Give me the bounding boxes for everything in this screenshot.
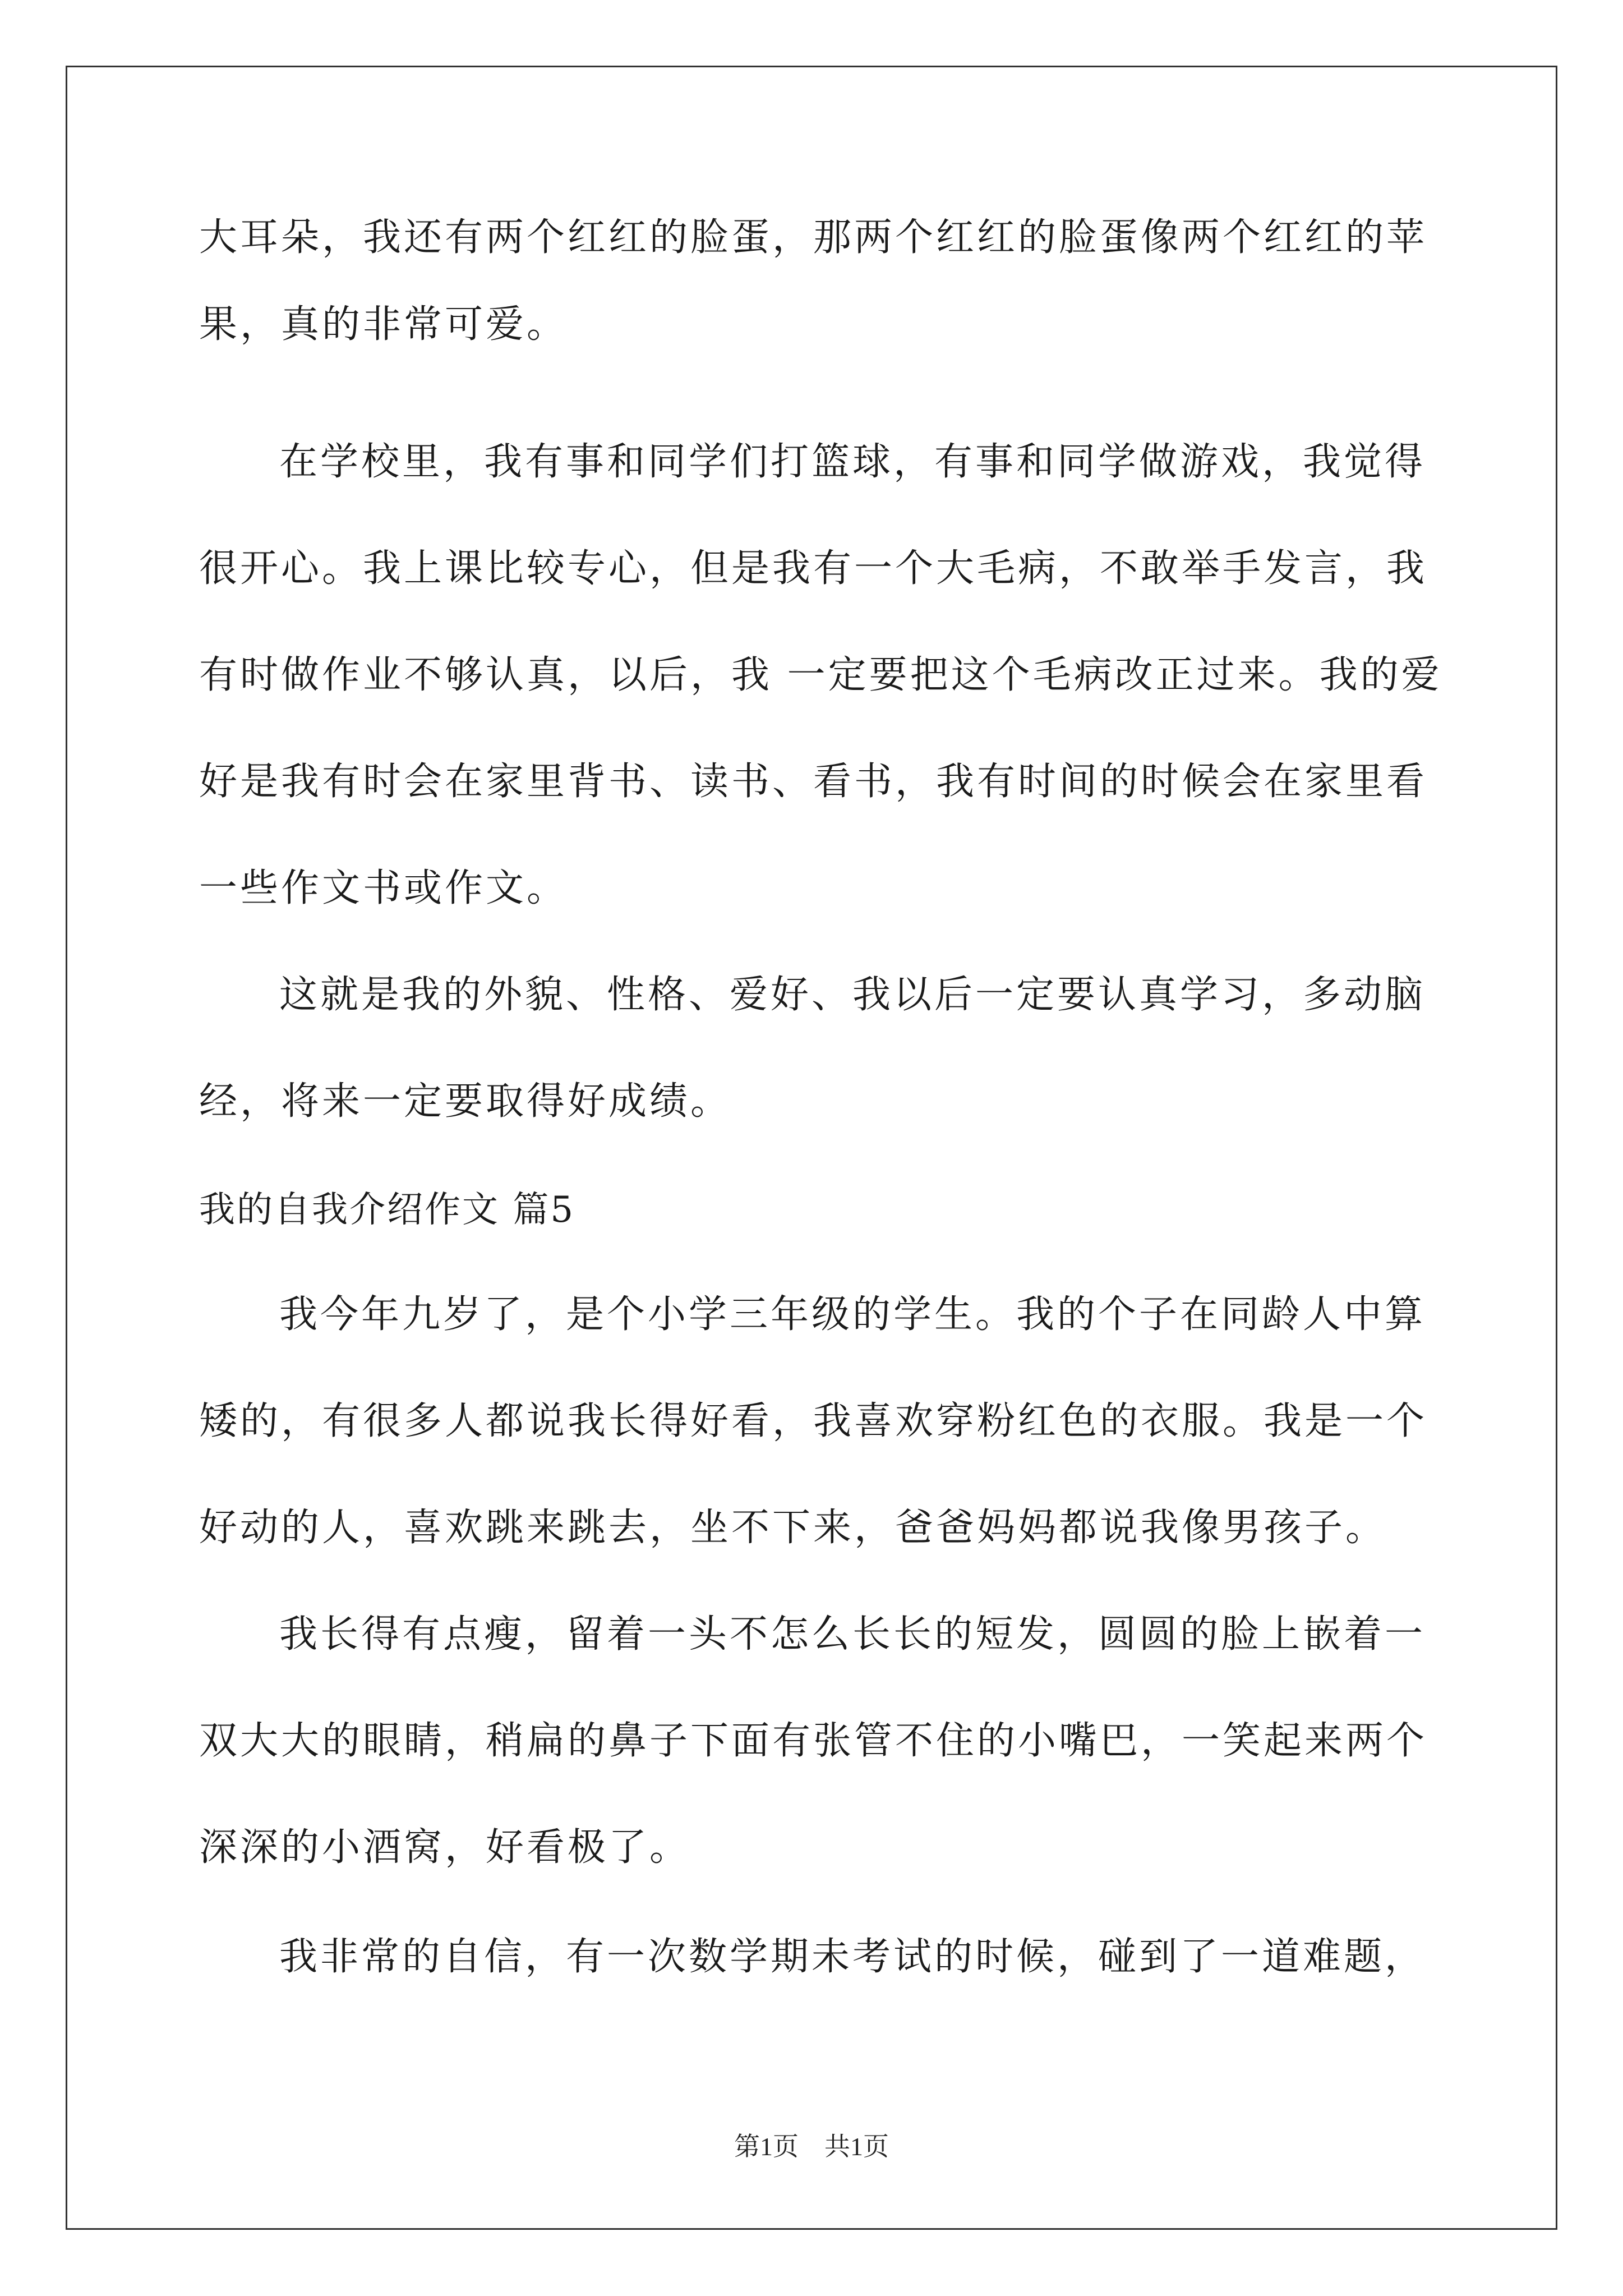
text-line: 矮的，有很多人都说我长得好看，我喜欢穿粉红色的衣服。我是一个 <box>199 1399 1428 1443</box>
text-line: 经，将来一定要取得好成绩。 <box>199 1079 732 1124</box>
text-line: 好动的人，喜欢跳来跳去，坐不下来，爸爸妈妈都说我像男孩子。 <box>199 1506 1387 1550</box>
text-line: 双大大的眼睛，稍扁的鼻子下面有张管不住的小嘴巴，一笑起来两个 <box>199 1719 1428 1763</box>
page-number-footer: 第1页 共1页 <box>734 2132 889 2161</box>
section-heading: 我的自我介绍作文 篇5 <box>199 1189 575 1231</box>
text-line: 大耳朵，我还有两个红红的脸蛋，那两个红红的脸蛋像两个红红的苹 <box>199 215 1428 260</box>
text-line: 果，真的非常可爱。 <box>199 302 568 347</box>
page-border <box>66 66 1557 2230</box>
text-line: 一些作文书或作文。 <box>199 866 568 910</box>
paragraph-start-line: 我今年九岁了，是个小学三年级的学生。我的个子在同龄人中算 <box>279 1292 1426 1337</box>
text-line: 深深的小酒窝，好看极了。 <box>199 1825 691 1870</box>
text-line: 好是我有时会在家里背书、读书、看书，我有时间的时候会在家里看 <box>199 760 1428 804</box>
paragraph-start-line: 我长得有点瘦，留着一头不怎么长长的短发，圆圆的脸上嵌着一 <box>279 1612 1426 1657</box>
text-line: 很开心。我上课比较专心，但是我有一个大毛病，不敢举手发言，我 <box>199 546 1428 591</box>
paragraph-start-line: 在学校里，我有事和同学们打篮球，有事和同学做游戏，我觉得 <box>279 440 1426 484</box>
paragraph-start-line: 这就是我的外貌、性格、爱好、我以后一定要认真学习，多动脑 <box>279 973 1426 1017</box>
paragraph-start-line: 我非常的自信，有一次数学期未考试的时候，碰到了一道难题， <box>279 1935 1426 1979</box>
text-line: 有时做作业不够认真，以后，我 一定要把这个毛病改正过来。我的爱 <box>199 653 1442 697</box>
